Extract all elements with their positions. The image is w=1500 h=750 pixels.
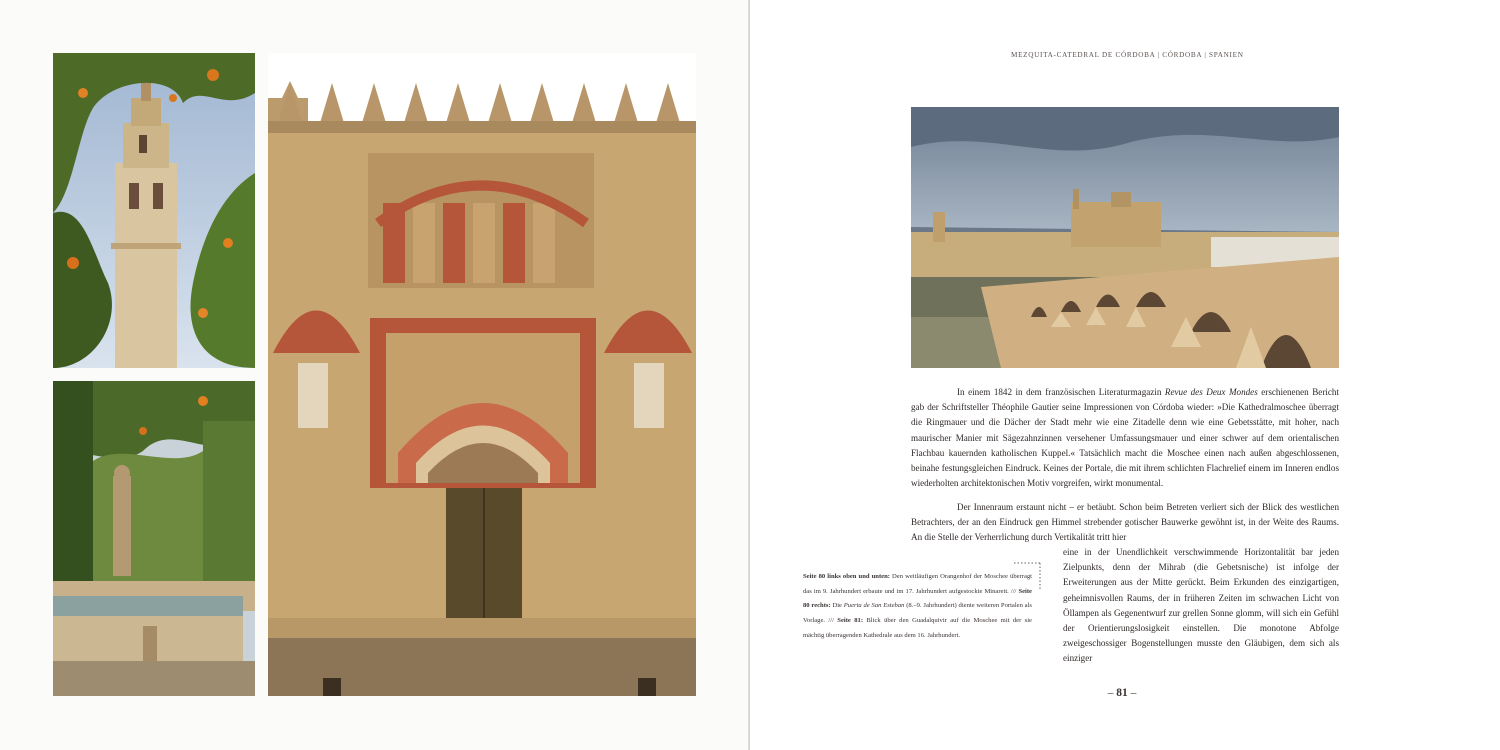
folio-dash-left: – <box>1107 687 1114 699</box>
para2-text-a: Der Innenraum erstaunt nicht – er betäubt. Schon beim Betreten verliert sich der Blick des westlichen Betrachters, der an den Eindruck gen Himmel strebender gotischer Bauwerke gewöhnt ist, in der Weite des Raums. An die Stelle der Verherrlichung durch Vertikalität tritt hier <box>911 502 1339 543</box>
body-paragraph-1 <box>911 385 1339 491</box>
caption-text-1: Den weitläufigen Orangenhof der Moschee überragt das im 9. Jahrhundert erbaute und im 17. Jahrhundert aufgestockte Minarett. /// <box>803 573 1033 595</box>
running-head: MEZQUITA-CATEDRAL DE CÓRDOBA | CÓRDOBA | SPANIEN <box>1011 51 1244 59</box>
courtyard-photo <box>53 381 255 696</box>
body-paragraph-2 <box>911 500 1339 545</box>
bridge-photo <box>911 107 1339 368</box>
page-number <box>1092 687 1152 699</box>
caption-label-3: Seite 81: <box>837 617 864 625</box>
minaret-photo <box>53 53 255 368</box>
caption-text-2b: (8.–9. Jahrhundert) diente weiteren Portalen als Vorlage. /// <box>803 602 1032 625</box>
caption-label-1: Seite 80 links oben und unten: <box>803 573 890 580</box>
body-paragraph-2-continued <box>1063 545 1339 667</box>
caption-label-2: Seite 80 rechts: <box>803 587 1032 610</box>
caption-text-3: Blick über den Guadalquivir auf die Moschee mit der sie mächtig überragenden Kathedrale aus dem 16. Jahrhundert. <box>803 617 1032 639</box>
para2-text-b: eine in der Unendlichkeit verschwimmende Horizontalität bar jeden Zielpunkts, denn der Mihrab (die Gebetsnische) ist infolge der Erweiterungen aus der Mitte gerückt. Beim Erkunden des einzigartigen, geheimnisvollen Raums, der in früheren Zeiten im schwachen Licht von Öllampen als Gegenentwurf zur grellen Sonne glomm, will sich ein Gefühl der Orientierungslosigkeit einstellen. Die monotone Abfolge zweigeschossiger Bogenstellungen musste den Gläubigen, dem sich als einziger <box>1063 547 1339 664</box>
folio-dash-right: – <box>1130 687 1137 699</box>
para1-text-a: In einem 1842 in dem französischen Literaturmagazin <box>957 387 1165 397</box>
photo-caption <box>803 570 1032 644</box>
portal-photo <box>268 53 696 696</box>
para1-italic: Revue des Deux Mondes <box>1164 387 1258 397</box>
caption-italic-2: Puerta de San Esteban <box>843 602 905 610</box>
folio-number: 81 <box>1116 687 1128 699</box>
caption-text-2a: Die <box>830 602 844 610</box>
para1-text-b: erschienenen Bericht gab der Schriftsteller Théophile Gautier seine Impressionen von Córdoba wieder: »Die Kathedralmoschee überragt die Ringmauer und die Dächer der Stadt mehr wie eine Zitadelle denn wie eine Gebetsstätte, mit hoher, nach maurischer Manier mit Sägezahnzinnen versehener Umfassungsmauer und einer schwer auf dem orientalischen Flachbau kauernden katholischen Kuppel.« Tatsächlich macht die Moschee einen nach außen abgeschlossenen, beinahe festungsgleichen Eindruck. Keines der Portale, die mit ihrem schlichten Flachrelief einem im Inneren endlos wiederholten architektonischen Motiv vorgreifen, wirkt monumental. <box>911 387 1339 489</box>
